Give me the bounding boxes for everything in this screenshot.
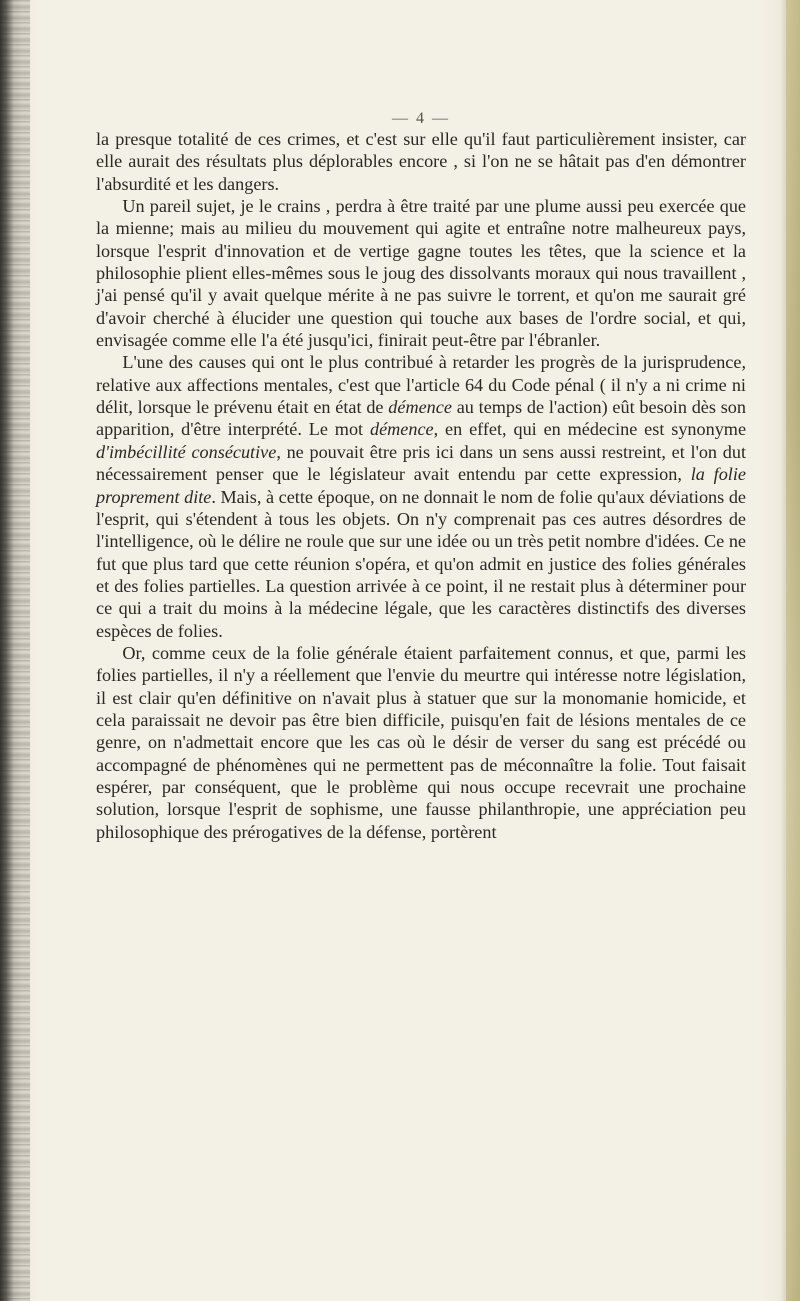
paragraph-1: la presque totalité de ces crimes, et c'est sur elle qu'il faut particulièrement insister, car elle aurait des résultats plus déplorables encore , si l'on ne se hâtait pas d'en démontrer l'absurdité et les dangers. — [96, 129, 746, 194]
paragraph-3 — [96, 351, 746, 641]
paragraph-2: Un pareil sujet, je le crains , perdra à être traité par une plume aussi peu exercée que la mienne; mais au milieu du mouvement qui agite et entraîne notre malheureux pays, lorsque l'esprit d'innovation et de vertige gagne toutes les têtes, que la science et la philosophie plient elles-mêmes sous le joug des dissolvants moraux qui nous travaillent , j'ai pensé qu'il y avait quelque mérite à ne pas suivre le torrent, et qu'on me saurait gré d'avoir cherché à élucider une question qui touche aux bases de l'ordre social, et qui, envisagée comme elle l'a été jusqu'ici, finirait peut-être par l'ébranler. — [96, 196, 746, 351]
paragraph-3-text: au temps de l'action) eût besoin dès son apparition, d'être interprété. Le mot — [96, 397, 746, 440]
italic-term-folie: la folie proprement dite — [96, 464, 746, 507]
italic-term-demence: démence — [369, 419, 434, 440]
document-page — [96, 110, 747, 843]
italic-term-demence: démence — [388, 397, 452, 418]
paragraph-3-text: L'une des causes qui ont le plus contribué à retarder les progrès de la jurisprudence, relative aux affections mentales, c'est que l'article 64 du Code pénal ( il n'y a ni crime ni délit, lorsque le prévenu était en état de — [96, 352, 746, 418]
page-number: — 4 — — [392, 110, 450, 127]
page-right-edge — [786, 0, 800, 1301]
paragraph-3-text: . Mais, à cette époque, on ne donnait le nom de folie qu'aux déviations de l'esprit, qui s'étendent à tous les objets. On n'y comprenait pas ces autres désordres de l'intelligence, où le délire ne roule que sur une idée ou un très petit nombre d'idées. Ce ne fut que plus tard que cette réunion s'opéra, et qu'on admit en justice des folies générales et des folies partielles. La question arrivée à ce point, il ne restait plus à déterminer pour ce qui a trait du moins à la médecine légale, que les caractères distinctifs des diverses espèces de folies. — [96, 486, 746, 641]
italic-term-imbecillite: d'imbécillité consécutive — [96, 441, 277, 462]
paragraph-4: Or, comme ceux de la folie générale étaient parfaitement connus, et que, parmi les folies partielles, il n'y a réellement que l'envie du meurtre qui intéresse notre législation, il est clair qu'en définitive on n'avait plus à statuer que sur la monomanie homicide, et cela paraissait ne devoir pas être bien difficile, puisqu'en fait de lésions mentales de ce genre, on n'admettait encore que les cas où le désir de verser du sang est précédé ou accompagné de phénomènes qui ne permettent pas de méconnaître la folie. Tout faisait espérer, par conséquent, que le problème qui nous occupe recevrait une prochaine solution, lorsque l'esprit de sophisme, une fausse philanthropie, une appréciation peu philosophique des prérogatives de la défense, portèrent — [96, 642, 746, 842]
book-binding-edge — [0, 0, 30, 1301]
paragraph-3-text: , ne pouvait être pris ici dans un sens aussi restreint, et l'on dut nécessairement penser que le législateur avait entendu par cette expression, — [96, 441, 746, 485]
paragraph-3-text: , en effet, qui en médecine est synonyme — [433, 419, 747, 440]
